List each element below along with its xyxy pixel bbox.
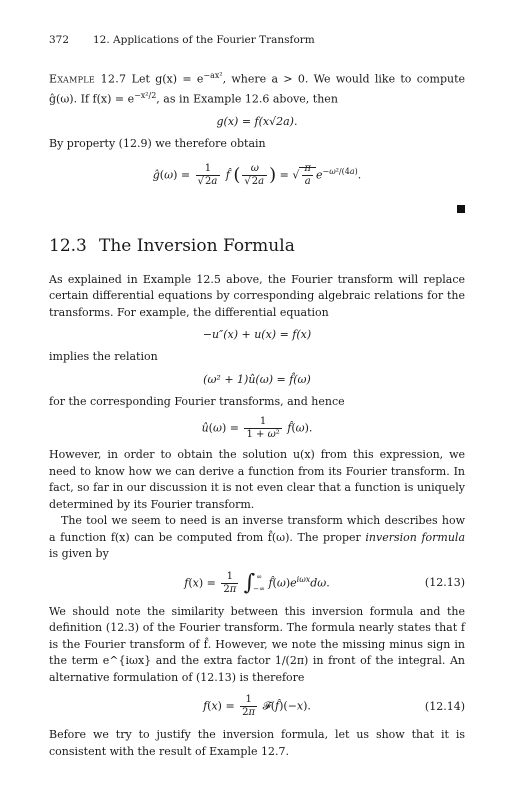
paragraph-2: implies the relation	[49, 350, 158, 364]
paragraph-5-text-b: is given by	[49, 547, 109, 561]
equation-number-12-13: (12.13)	[424, 576, 465, 590]
equation-differential-text: −u″(x) + u(x) = f(x)	[202, 328, 312, 342]
paragraph-4: However, in order to obtain the solution u(x) from this expression, we need to know how we can derive a function from its Fourier transform. In fact, so far in our discussion it is not even clear that a function is uniquely determined by its Fourier transform.	[49, 448, 465, 511]
equation-algebraic-text: (ω² + 1)û(ω) = f̂(ω)	[203, 372, 311, 386]
example-exponent-1: −ax²	[203, 71, 223, 80]
paragraph-5-emphasis: inversion formula	[365, 530, 465, 544]
qed-square-icon	[457, 205, 465, 213]
section-heading	[49, 236, 465, 256]
paragraph-1: As explained in Example 12.5 above, the Fourier transform will replace certain differential equations by corresponding algebraic relations for the transforms. For example, the differential equation	[49, 272, 465, 319]
example-exponent-2: −x²/2	[134, 91, 157, 101]
equation-u-hat: û(ω) = $\frac{1}{\text{1 + ω²}}$ f̂(ω).	[201, 416, 313, 441]
qed-row	[49, 198, 465, 212]
example-paragraph	[49, 68, 465, 108]
equation-algebraic	[49, 372, 465, 388]
equation-g-of-x	[49, 114, 465, 130]
equation-differential	[49, 327, 465, 343]
book-page	[49, 34, 465, 760]
paragraph-6: We should note the similarity between this inversion formula and the definition (12.3) of the Fourier transform. The formula nearly states that f is the Fourier transform of f̂. However, we note the missing minus sign in the term e^{iωx} and the extra factor 1/(2π) in front of the integral. An alternative formulation of (12.13) is therefore	[49, 604, 465, 684]
example-text-1: Let g(x) = e	[131, 72, 204, 86]
page-number: 372	[49, 34, 70, 46]
paragraph-5-text-a: The tool we seem to need is an inverse transform which describes how a function f(x) can be computed from f̂(ω). The proper	[49, 514, 465, 544]
example-label: Example 12.7	[49, 72, 127, 86]
paragraph-3: for the corresponding Fourier transforms, and hence	[49, 394, 345, 408]
equation-inversion-formula: f(x) = $\frac{1}{2\pi}$ ∫ ∞ −∞ $f̂(\omega)e^{i\omega x}d\omega$. (12.13)	[184, 570, 465, 596]
equation-alternative: f(x) = $\frac{1}{2\pi}$ 𝓕(f̂)(−x). (12.14)	[203, 694, 465, 719]
paragraph-5	[49, 513, 465, 563]
running-header	[49, 34, 465, 50]
equation-g-hat: ĝ(ω) = $\frac{1}{√2a}$ f̂ ( $\frac{\omega}{√2a}$ ) = √ $\frac{\pi}{a}$ $e^{-\omega^2/(4a)}$.	[152, 162, 362, 187]
equation-g-text: g(x) = f(x√2a).	[216, 115, 298, 129]
running-title: 12. Applications of the Fourier Transform	[93, 34, 315, 46]
section-title: The Inversion Formula	[99, 235, 295, 256]
example-text-2: , where a > 0. We would like to compute ĝ(ω). If f(x) = e	[49, 72, 465, 106]
equation-number-12-14: (12.14)	[424, 699, 465, 713]
example-paragraph-2: By property (12.9) we therefore obtain	[49, 137, 266, 151]
paragraph-7: Before we try to justify the inversion formula, let us show that it is consistent with the result of Example 12.7.	[49, 728, 465, 758]
section-number: 12.3	[49, 235, 87, 256]
example-text-3: , as in Example 12.6 above, then	[156, 92, 338, 106]
